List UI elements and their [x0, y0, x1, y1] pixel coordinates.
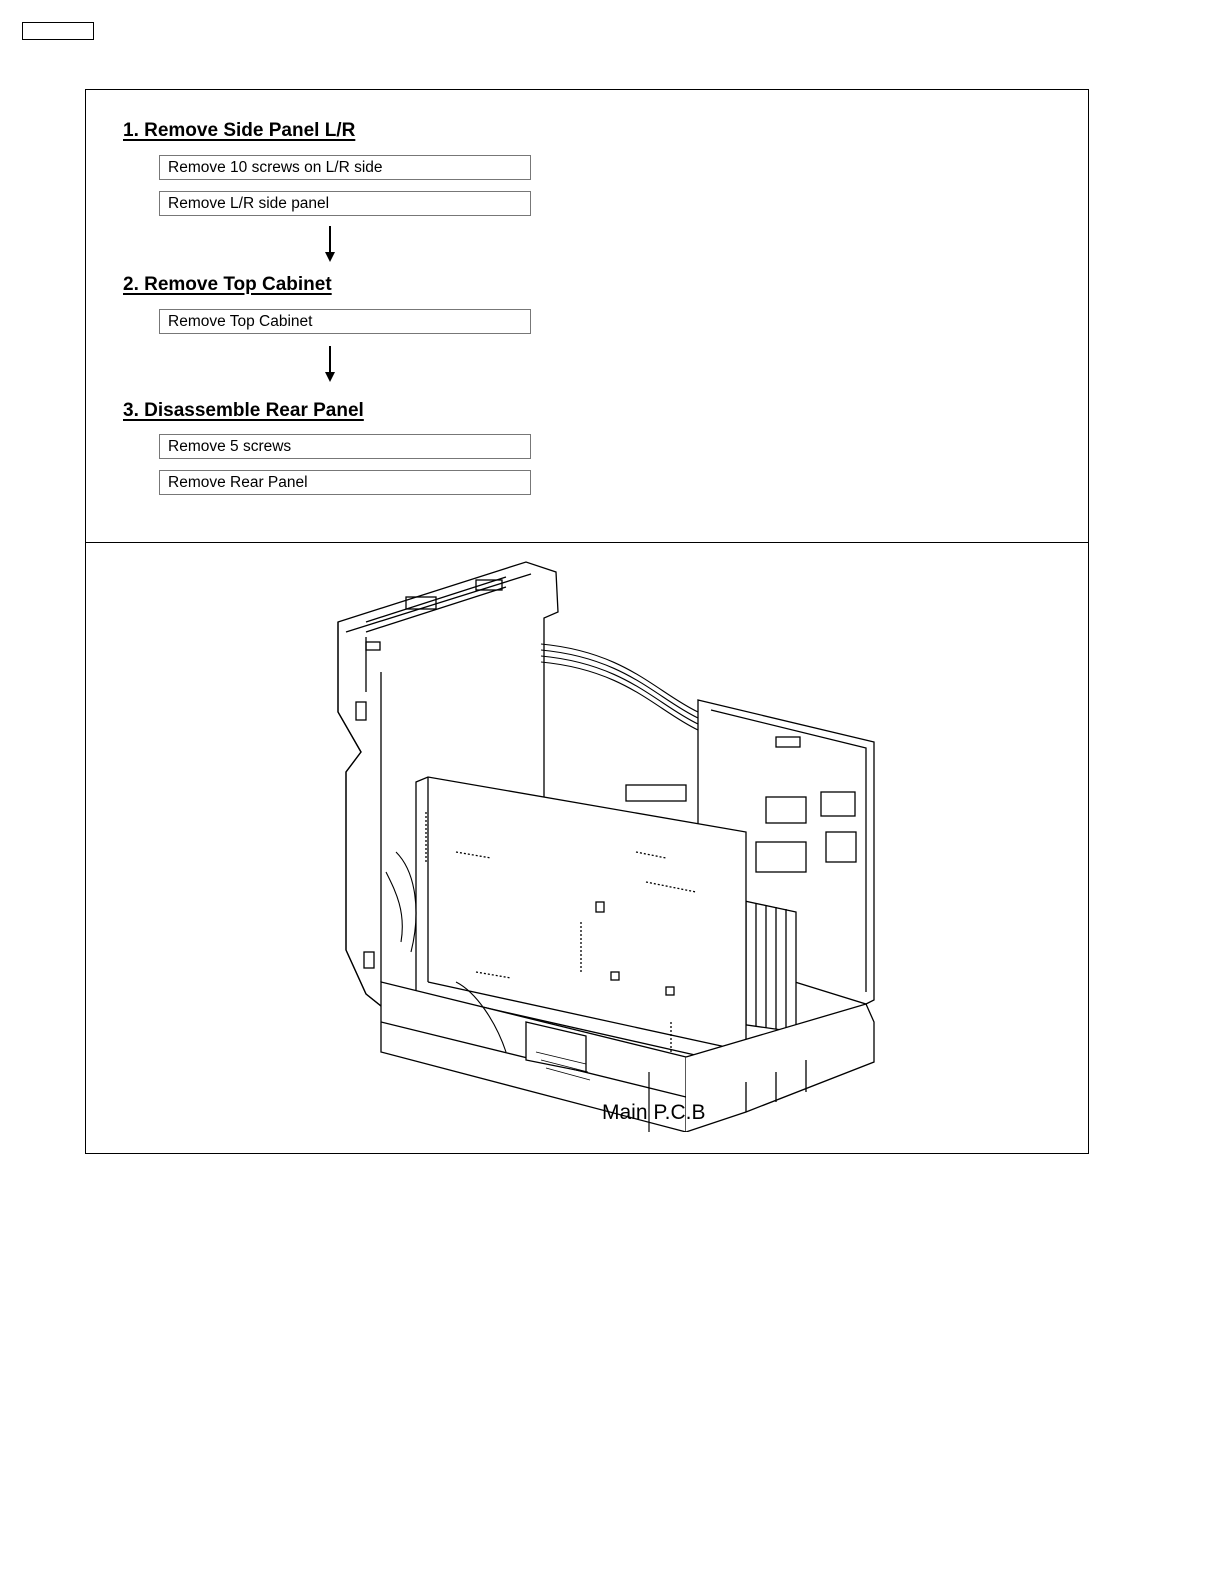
chassis-illustration: [326, 552, 886, 1132]
section-1-title: 1. Remove Side Panel L/R: [123, 120, 356, 141]
section-3-step-1: Remove 5 screws: [159, 434, 531, 459]
procedure-frame: [85, 89, 1089, 1154]
section-divider: [86, 542, 1088, 543]
section-2-title: 2. Remove Top Cabinet: [123, 274, 332, 295]
section-1-step-2: Remove L/R side panel: [159, 191, 531, 216]
section-2-step-1: Remove Top Cabinet: [159, 309, 531, 334]
section-3-title: 3. Disassemble Rear Panel: [123, 400, 364, 421]
main-pcb-label: Main P.C.B: [602, 1101, 706, 1124]
section-1-step-1: Remove 10 screws on L/R side: [159, 155, 531, 180]
section-3-step-2: Remove Rear Panel: [159, 470, 531, 495]
page-tag-box: [22, 22, 94, 40]
